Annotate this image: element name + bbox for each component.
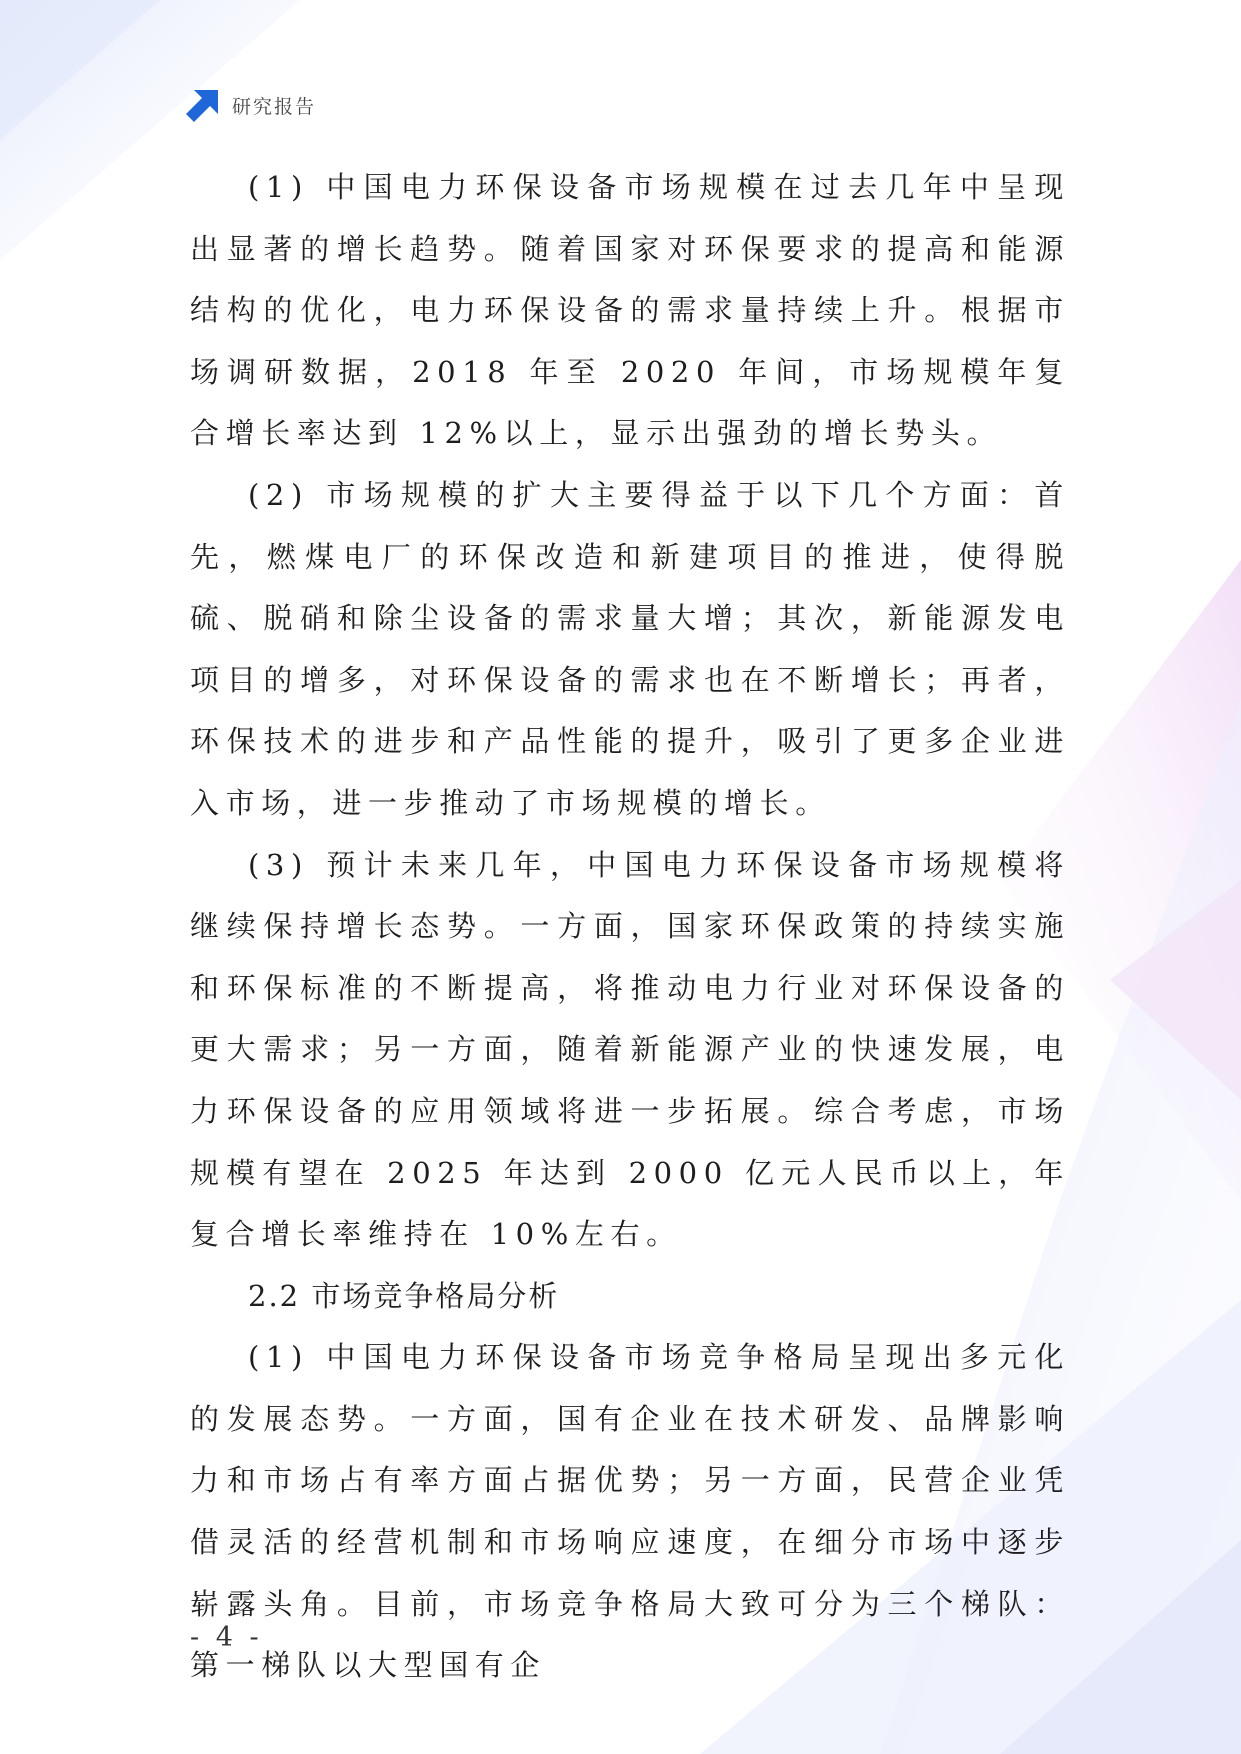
paragraph: (2) 市场规模的扩大主要得益于以下几个方面：首先，燃煤电厂的环保改造和新建项目的推进，使得脱硫、脱硝和除尘设备的需求量大增；其次，新能源发电项目的增多，对环保设备的需求也在不断增长；再者，环保技术的进步和产品性能的提升，吸引了更多企业进入市场，进一步推动了市场规模的增长。	[190, 477, 1070, 820]
paragraph: (1) 中国电力环保设备市场竞争格局呈现出多元化的发展态势。一方面，国有企业在技术研发、品牌影响力和市场占有率方面占据优势；另一方面，民营企业凭借灵活的经营机制和市场响应速度，在细分市场中逐步崭露头角。目前，市场竞争格局大致可分为三个梯队：第一梯队以大型国有企	[190, 1340, 1070, 1683]
paragraph: (1) 中国电力环保设备市场规模在过去几年中呈现出显著的增长趋势。随着国家对环保要求的提高和能源结构的优化，电力环保设备的需求量持续上升。根据市场调研数据，2018 年至 2020 年间，市场规模年复合增长率达到 12%以上，显示出强劲的增长势头。	[190, 170, 1070, 451]
arrow-up-right-icon	[186, 88, 220, 122]
paragraph: (3) 预计未来几年，中国电力环保设备市场规模将继续保持增长态势。一方面，国家环保政策的持续实施和环保标准的不断提高，将推动电力行业对环保设备的更大需求；另一方面，随着新能源产业的快速发展，电力环保设备的应用领域将进一步拓展。综合考虑，市场规模有望在 2025 年达到 2000 亿元人民币以上，年复合增长率维持在 10%左右。	[190, 847, 1070, 1252]
document-body	[190, 157, 1070, 1697]
section-heading: 2.2 市场竞争格局分析	[248, 1278, 560, 1313]
report-header	[186, 88, 316, 122]
header-title: 研究报告	[232, 95, 317, 118]
page-number: - 4 -	[190, 1622, 263, 1653]
